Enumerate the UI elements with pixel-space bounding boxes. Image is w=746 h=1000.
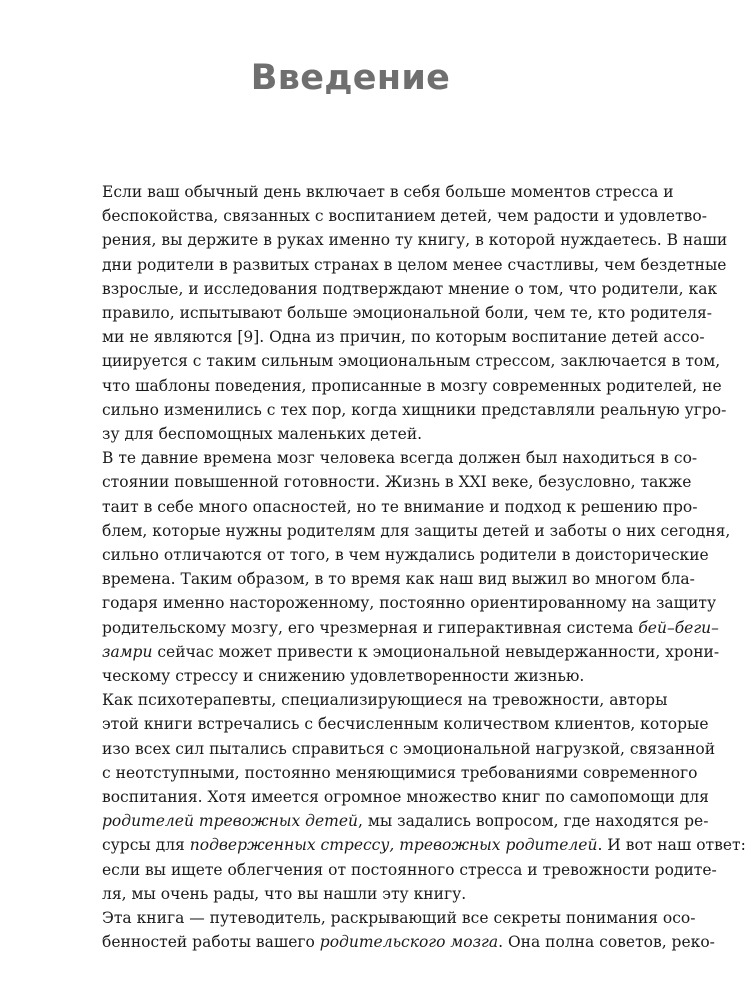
paragraph: [80, 906, 715, 954]
italic-text: подверженных стрессу, тревожных родителей: [189, 836, 598, 855]
text-run: ми не являются [9]. Одна из причин, по которым воспитание детей ассо-: [102, 328, 705, 347]
text-run: сейчас может привести к эмоциональной невыдержанности, хрони-: [152, 642, 720, 661]
text-line: [80, 616, 719, 640]
text-run: с неотступными, постоянно меняющимися требованиями современного: [102, 763, 698, 782]
text-run: стоянии повышенной готовности. Жизнь в XXI веке, безусловно, также: [102, 473, 692, 492]
text-line: [80, 519, 731, 543]
text-run: таит в себе много опасностей, но те внимание и подход к решению про-: [102, 497, 698, 516]
text-line: [80, 785, 709, 809]
text-line: [80, 374, 722, 398]
text-line: [80, 640, 720, 664]
text-run: что шаблоны поведения, прописанные в мозгу современных родителей, не: [102, 376, 722, 395]
italic-text: родительского мозга: [319, 933, 499, 952]
paragraph: [80, 688, 746, 906]
text-run: беспокойства, связанных с воспитанием детей, чем радости и удовлетво-: [102, 207, 707, 226]
text-run: Как психотерапевты, специализирующиеся на тревожности, авторы: [102, 691, 668, 710]
italic-text: родителей тревожных детей: [102, 812, 358, 831]
text-run: , мы задались вопросом, где находятся ре-: [358, 812, 709, 831]
text-run: правило, испытывают больше эмоциональной боли, чем те, кто родителя-: [102, 304, 713, 323]
text-line: [80, 228, 728, 252]
text-run: зу для беспомощных маленьких детей.: [102, 425, 423, 444]
text-line: [80, 398, 727, 422]
text-line: [80, 253, 727, 277]
text-run: Если ваш обычный день включает в себя больше моментов стресса и: [102, 183, 674, 201]
text-line: [80, 858, 717, 882]
text-run: если вы ищете облегчения от постоянного стресса и тревожности родите-: [102, 860, 717, 879]
text-line: [80, 591, 717, 615]
text-line: [80, 906, 696, 930]
text-line: [80, 761, 698, 785]
italic-text: бей–беги–: [638, 618, 719, 637]
text-run: В те давние времена мозг человека всегда должен был находиться в со-: [102, 449, 698, 468]
text-line: [80, 930, 715, 954]
text-line: [80, 688, 668, 712]
text-run: дни родители в развитых странах в целом менее счастливы, чем бездетные: [102, 255, 727, 274]
text-run: воспитания. Хотя имеется огромное множество книг по самопомощи для: [102, 788, 709, 807]
text-line: [80, 180, 674, 204]
text-line: [80, 495, 698, 519]
text-line: [80, 301, 713, 325]
body-text: [80, 180, 746, 955]
text-line: [80, 422, 636, 446]
text-run: ческому стрессу и снижению удовлетворенности жизнью.: [102, 667, 585, 686]
text-run: родительскому мозгу, его чрезмерная и гиперактивная система: [102, 618, 639, 637]
text-line: [80, 349, 721, 373]
text-run: ля, мы очень рады, что вы нашли эту книгу.: [102, 884, 467, 903]
paragraph: [80, 446, 731, 688]
text-run: изо всех сил пытались справиться с эмоциональной нагрузкой, связанной: [102, 739, 716, 758]
text-line: [80, 446, 698, 470]
text-run: Эта книга — путеводитель, раскрывающий все секреты понимания осо-: [102, 909, 696, 928]
text-line: [80, 470, 692, 494]
text-run: этой книги встречались с бесчисленным количеством клиентов, которые: [102, 715, 709, 734]
paragraph: [80, 180, 728, 446]
text-line: [80, 543, 709, 567]
text-line: [80, 712, 709, 736]
text-line: [80, 204, 707, 228]
text-line: [80, 277, 718, 301]
text-run: сильно отличаются от того, в чем нуждались родители в доисторические: [102, 546, 709, 565]
text-run: годаря именно настороженному, постоянно ориентированному на защиту: [102, 594, 717, 613]
text-run: времена. Таким образом, в то время как наш вид выжил во многом бла-: [102, 570, 695, 589]
text-line: [80, 567, 695, 591]
italic-text: замри: [102, 642, 153, 661]
text-run: . Она полна советов, реко-: [498, 933, 715, 952]
text-line: [80, 833, 746, 857]
text-run: сурсы для: [102, 836, 190, 855]
text-run: взрослые, и исследования подтверждают мнение о том, что родители, как: [102, 279, 718, 298]
text-line: [80, 809, 709, 833]
text-run: сильно изменились с тех пор, когда хищники представляли реальную угро-: [102, 400, 727, 419]
text-line: [80, 664, 636, 688]
text-run: циируется с таким сильным эмоциональным стрессом, заключается в том,: [102, 352, 721, 371]
text-run: . И вот наш ответ:: [597, 836, 746, 855]
chapter-title: Введение: [250, 58, 451, 98]
text-run: рения, вы держите в руках именно ту книгу, в которой нуждаетесь. В наши: [102, 231, 728, 250]
text-line: [80, 737, 716, 761]
text-run: блем, которые нужны родителям для защиты детей и заботы о них сегодня,: [102, 521, 731, 540]
text-line: [80, 882, 636, 906]
text-line: [80, 325, 705, 349]
text-run: бенностей работы вашего: [102, 933, 320, 952]
